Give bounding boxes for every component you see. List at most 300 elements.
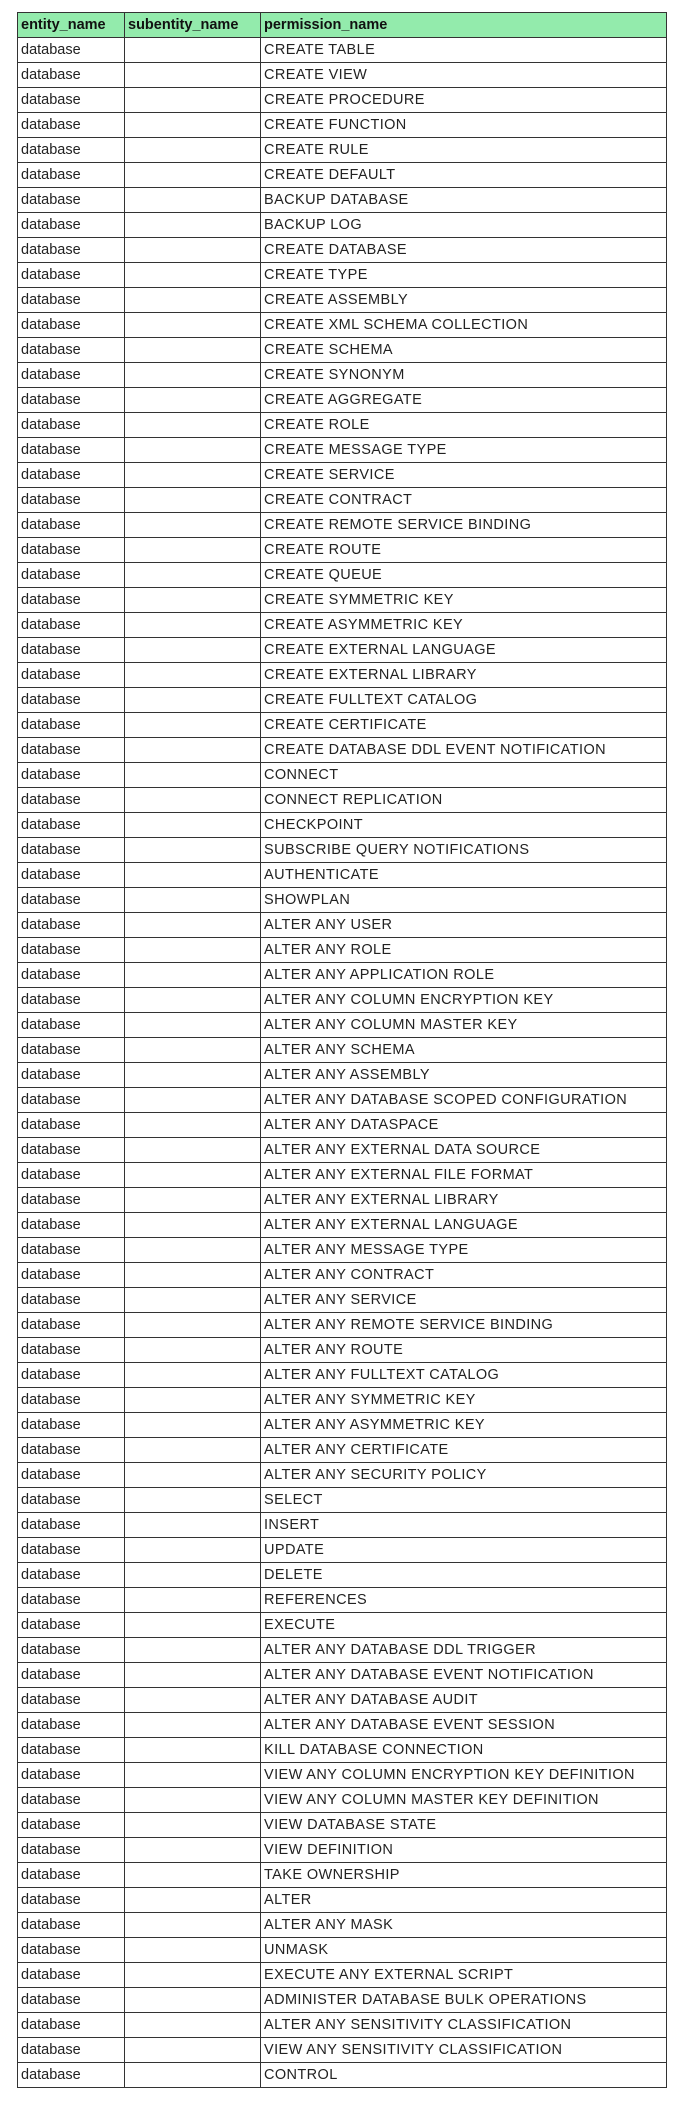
permission-name-cell[interactable]: ALTER ANY SECURITY POLICY (261, 1463, 667, 1488)
entity-name-cell[interactable]: database (18, 1638, 125, 1663)
permission-name-cell[interactable]: CREATE DATABASE (261, 238, 667, 263)
entity-name-cell[interactable]: database (18, 563, 125, 588)
entity-name-cell[interactable]: database (18, 538, 125, 563)
table-row[interactable] (18, 1438, 667, 1463)
permission-name-cell[interactable]: CREATE VIEW (261, 63, 667, 88)
subentity-name-cell[interactable] (125, 1213, 261, 1238)
subentity-name-cell[interactable] (125, 1013, 261, 1038)
subentity-name-cell[interactable] (125, 313, 261, 338)
table-row[interactable] (18, 588, 667, 613)
table-row[interactable] (18, 163, 667, 188)
subentity-name-cell[interactable] (125, 663, 261, 688)
table-row[interactable] (18, 1913, 667, 1938)
permission-name-cell[interactable]: CREATE XML SCHEMA COLLECTION (261, 313, 667, 338)
column-header-permission-name[interactable]: permission_name (261, 13, 667, 38)
table-row[interactable] (18, 1663, 667, 1688)
entity-name-cell[interactable]: database (18, 313, 125, 338)
table-row[interactable] (18, 1013, 667, 1038)
table-row[interactable] (18, 1138, 667, 1163)
subentity-name-cell[interactable] (125, 388, 261, 413)
table-row[interactable] (18, 1338, 667, 1363)
entity-name-cell[interactable]: database (18, 1188, 125, 1213)
entity-name-cell[interactable]: database (18, 38, 125, 63)
entity-name-cell[interactable]: database (18, 938, 125, 963)
permission-name-cell[interactable]: CONTROL (261, 2063, 667, 2088)
entity-name-cell[interactable]: database (18, 1738, 125, 1763)
permission-name-cell[interactable]: TAKE OWNERSHIP (261, 1863, 667, 1888)
table-row[interactable] (18, 1038, 667, 1063)
permission-name-cell[interactable]: CREATE CERTIFICATE (261, 713, 667, 738)
subentity-name-cell[interactable] (125, 938, 261, 963)
permission-name-cell[interactable]: CREATE EXTERNAL LANGUAGE (261, 638, 667, 663)
entity-name-cell[interactable]: database (18, 1488, 125, 1513)
subentity-name-cell[interactable] (125, 38, 261, 63)
entity-name-cell[interactable]: database (18, 738, 125, 763)
permission-name-cell[interactable]: ALTER ANY COLUMN ENCRYPTION KEY (261, 988, 667, 1013)
subentity-name-cell[interactable] (125, 1188, 261, 1213)
column-header-subentity-name[interactable]: subentity_name (125, 13, 261, 38)
table-row[interactable] (18, 1563, 667, 1588)
permission-name-cell[interactable]: CREATE ASSEMBLY (261, 288, 667, 313)
table-row[interactable] (18, 113, 667, 138)
entity-name-cell[interactable]: database (18, 213, 125, 238)
permission-name-cell[interactable]: CREATE SCHEMA (261, 338, 667, 363)
table-row[interactable] (18, 563, 667, 588)
table-row[interactable] (18, 388, 667, 413)
permission-name-cell[interactable]: CREATE SYMMETRIC KEY (261, 588, 667, 613)
permission-name-cell[interactable]: BACKUP LOG (261, 213, 667, 238)
entity-name-cell[interactable]: database (18, 638, 125, 663)
permission-name-cell[interactable]: ALTER ANY SYMMETRIC KEY (261, 1388, 667, 1413)
permission-name-cell[interactable]: CREATE FUNCTION (261, 113, 667, 138)
permission-name-cell[interactable]: VIEW DATABASE STATE (261, 1813, 667, 1838)
permission-name-cell[interactable]: VIEW ANY COLUMN ENCRYPTION KEY DEFINITION (261, 1763, 667, 1788)
table-row[interactable] (18, 538, 667, 563)
permission-name-cell[interactable]: AUTHENTICATE (261, 863, 667, 888)
subentity-name-cell[interactable] (125, 438, 261, 463)
permission-name-cell[interactable]: ALTER ANY USER (261, 913, 667, 938)
table-row[interactable] (18, 1888, 667, 1913)
subentity-name-cell[interactable] (125, 1413, 261, 1438)
entity-name-cell[interactable]: database (18, 1063, 125, 1088)
subentity-name-cell[interactable] (125, 163, 261, 188)
subentity-name-cell[interactable] (125, 1838, 261, 1863)
subentity-name-cell[interactable] (125, 1438, 261, 1463)
subentity-name-cell[interactable] (125, 1663, 261, 1688)
table-row[interactable] (18, 1488, 667, 1513)
permission-name-cell[interactable]: SELECT (261, 1488, 667, 1513)
subentity-name-cell[interactable] (125, 1963, 261, 1988)
subentity-name-cell[interactable] (125, 1488, 261, 1513)
table-row[interactable] (18, 1963, 667, 1988)
entity-name-cell[interactable]: database (18, 713, 125, 738)
entity-name-cell[interactable]: database (18, 1588, 125, 1613)
entity-name-cell[interactable]: database (18, 813, 125, 838)
entity-name-cell[interactable]: database (18, 463, 125, 488)
subentity-name-cell[interactable] (125, 1563, 261, 1588)
permission-name-cell[interactable]: CREATE ASYMMETRIC KEY (261, 613, 667, 638)
table-row[interactable] (18, 38, 667, 63)
permission-name-cell[interactable]: ALTER ANY MASK (261, 1913, 667, 1938)
permission-name-cell[interactable]: CREATE TYPE (261, 263, 667, 288)
entity-name-cell[interactable]: database (18, 1463, 125, 1488)
permission-name-cell[interactable]: EXECUTE ANY EXTERNAL SCRIPT (261, 1963, 667, 1988)
entity-name-cell[interactable]: database (18, 1763, 125, 1788)
subentity-name-cell[interactable] (125, 1863, 261, 1888)
subentity-name-cell[interactable] (125, 813, 261, 838)
entity-name-cell[interactable]: database (18, 1238, 125, 1263)
entity-name-cell[interactable]: database (18, 888, 125, 913)
subentity-name-cell[interactable] (125, 963, 261, 988)
permission-name-cell[interactable]: ALTER ANY EXTERNAL FILE FORMAT (261, 1163, 667, 1188)
entity-name-cell[interactable]: database (18, 1138, 125, 1163)
table-row[interactable] (18, 863, 667, 888)
entity-name-cell[interactable]: database (18, 1263, 125, 1288)
entity-name-cell[interactable]: database (18, 788, 125, 813)
subentity-name-cell[interactable] (125, 1138, 261, 1163)
subentity-name-cell[interactable] (125, 488, 261, 513)
table-row[interactable] (18, 338, 667, 363)
table-row[interactable] (18, 213, 667, 238)
subentity-name-cell[interactable] (125, 213, 261, 238)
table-row[interactable] (18, 1288, 667, 1313)
permission-name-cell[interactable]: ALTER ANY MESSAGE TYPE (261, 1238, 667, 1263)
subentity-name-cell[interactable] (125, 188, 261, 213)
permission-name-cell[interactable]: SHOWPLAN (261, 888, 667, 913)
subentity-name-cell[interactable] (125, 288, 261, 313)
subentity-name-cell[interactable] (125, 1988, 261, 2013)
table-row[interactable] (18, 1163, 667, 1188)
permission-name-cell[interactable]: ALTER ANY SCHEMA (261, 1038, 667, 1063)
table-row[interactable] (18, 1263, 667, 1288)
subentity-name-cell[interactable] (125, 763, 261, 788)
entity-name-cell[interactable]: database (18, 188, 125, 213)
subentity-name-cell[interactable] (125, 1738, 261, 1763)
entity-name-cell[interactable]: database (18, 1888, 125, 1913)
table-row[interactable] (18, 488, 667, 513)
entity-name-cell[interactable]: database (18, 2013, 125, 2038)
table-row[interactable] (18, 363, 667, 388)
table-row[interactable] (18, 1738, 667, 1763)
permission-name-cell[interactable]: CREATE PROCEDURE (261, 88, 667, 113)
entity-name-cell[interactable]: database (18, 413, 125, 438)
permission-name-cell[interactable]: CHECKPOINT (261, 813, 667, 838)
entity-name-cell[interactable]: database (18, 438, 125, 463)
entity-name-cell[interactable]: database (18, 1413, 125, 1438)
entity-name-cell[interactable]: database (18, 1363, 125, 1388)
entity-name-cell[interactable]: database (18, 163, 125, 188)
subentity-name-cell[interactable] (125, 1613, 261, 1638)
table-row[interactable] (18, 288, 667, 313)
table-row[interactable] (18, 638, 667, 663)
entity-name-cell[interactable]: database (18, 138, 125, 163)
permission-name-cell[interactable]: ALTER ANY CERTIFICATE (261, 1438, 667, 1463)
subentity-name-cell[interactable] (125, 1688, 261, 1713)
entity-name-cell[interactable]: database (18, 913, 125, 938)
subentity-name-cell[interactable] (125, 2038, 261, 2063)
subentity-name-cell[interactable] (125, 113, 261, 138)
permission-name-cell[interactable]: ALTER ANY EXTERNAL LANGUAGE (261, 1213, 667, 1238)
permission-name-cell[interactable]: SUBSCRIBE QUERY NOTIFICATIONS (261, 838, 667, 863)
subentity-name-cell[interactable] (125, 1088, 261, 1113)
subentity-name-cell[interactable] (125, 1388, 261, 1413)
subentity-name-cell[interactable] (125, 838, 261, 863)
entity-name-cell[interactable]: database (18, 1988, 125, 2013)
table-row[interactable] (18, 1863, 667, 1888)
subentity-name-cell[interactable] (125, 1338, 261, 1363)
table-row[interactable] (18, 263, 667, 288)
permission-name-cell[interactable]: ALTER ANY REMOTE SERVICE BINDING (261, 1313, 667, 1338)
permission-name-cell[interactable]: CREATE ROLE (261, 413, 667, 438)
permission-name-cell[interactable]: REFERENCES (261, 1588, 667, 1613)
permission-name-cell[interactable]: CONNECT REPLICATION (261, 788, 667, 813)
table-row[interactable] (18, 713, 667, 738)
permission-name-cell[interactable]: UPDATE (261, 1538, 667, 1563)
entity-name-cell[interactable]: database (18, 1688, 125, 1713)
entity-name-cell[interactable]: database (18, 513, 125, 538)
subentity-name-cell[interactable] (125, 1313, 261, 1338)
table-row[interactable] (18, 1588, 667, 1613)
subentity-name-cell[interactable] (125, 63, 261, 88)
table-row[interactable] (18, 813, 667, 838)
entity-name-cell[interactable]: database (18, 1913, 125, 1938)
permission-name-cell[interactable]: VIEW ANY COLUMN MASTER KEY DEFINITION (261, 1788, 667, 1813)
table-row[interactable] (18, 963, 667, 988)
table-row[interactable] (18, 2063, 667, 2088)
permission-name-cell[interactable]: EXECUTE (261, 1613, 667, 1638)
permission-name-cell[interactable]: ALTER ANY DATABASE DDL TRIGGER (261, 1638, 667, 1663)
entity-name-cell[interactable]: database (18, 363, 125, 388)
permission-name-cell[interactable]: CREATE DATABASE DDL EVENT NOTIFICATION (261, 738, 667, 763)
entity-name-cell[interactable]: database (18, 1038, 125, 1063)
subentity-name-cell[interactable] (125, 1763, 261, 1788)
entity-name-cell[interactable]: database (18, 1513, 125, 1538)
table-row[interactable] (18, 1838, 667, 1863)
table-row[interactable] (18, 1388, 667, 1413)
table-row[interactable] (18, 1788, 667, 1813)
permission-name-cell[interactable]: BACKUP DATABASE (261, 188, 667, 213)
table-row[interactable] (18, 938, 667, 963)
entity-name-cell[interactable]: database (18, 1938, 125, 1963)
subentity-name-cell[interactable] (125, 863, 261, 888)
permission-name-cell[interactable]: CREATE REMOTE SERVICE BINDING (261, 513, 667, 538)
permission-name-cell[interactable]: CREATE CONTRACT (261, 488, 667, 513)
entity-name-cell[interactable]: database (18, 263, 125, 288)
subentity-name-cell[interactable] (125, 588, 261, 613)
table-row[interactable] (18, 1413, 667, 1438)
permission-name-cell[interactable]: ALTER ANY EXTERNAL DATA SOURCE (261, 1138, 667, 1163)
subentity-name-cell[interactable] (125, 563, 261, 588)
subentity-name-cell[interactable] (125, 363, 261, 388)
table-row[interactable] (18, 63, 667, 88)
entity-name-cell[interactable]: database (18, 1288, 125, 1313)
subentity-name-cell[interactable] (125, 1813, 261, 1838)
entity-name-cell[interactable]: database (18, 1963, 125, 1988)
permission-name-cell[interactable]: ALTER ANY FULLTEXT CATALOG (261, 1363, 667, 1388)
entity-name-cell[interactable]: database (18, 1163, 125, 1188)
entity-name-cell[interactable]: database (18, 1613, 125, 1638)
subentity-name-cell[interactable] (125, 1588, 261, 1613)
table-row[interactable] (18, 1713, 667, 1738)
permission-name-cell[interactable]: VIEW ANY SENSITIVITY CLASSIFICATION (261, 2038, 667, 2063)
table-row[interactable] (18, 138, 667, 163)
subentity-name-cell[interactable] (125, 1513, 261, 1538)
permission-name-cell[interactable]: ALTER ANY ASSEMBLY (261, 1063, 667, 1088)
permission-name-cell[interactable]: ALTER ANY DATABASE SCOPED CONFIGURATION (261, 1088, 667, 1113)
entity-name-cell[interactable]: database (18, 88, 125, 113)
table-row[interactable] (18, 1313, 667, 1338)
table-row[interactable] (18, 2013, 667, 2038)
entity-name-cell[interactable]: database (18, 863, 125, 888)
subentity-name-cell[interactable] (125, 1538, 261, 1563)
subentity-name-cell[interactable] (125, 688, 261, 713)
table-row[interactable] (18, 663, 667, 688)
entity-name-cell[interactable]: database (18, 1788, 125, 1813)
subentity-name-cell[interactable] (125, 1638, 261, 1663)
subentity-name-cell[interactable] (125, 638, 261, 663)
subentity-name-cell[interactable] (125, 788, 261, 813)
subentity-name-cell[interactable] (125, 888, 261, 913)
permission-name-cell[interactable]: CREATE ROUTE (261, 538, 667, 563)
subentity-name-cell[interactable] (125, 1463, 261, 1488)
subentity-name-cell[interactable] (125, 1288, 261, 1313)
entity-name-cell[interactable]: database (18, 1563, 125, 1588)
table-row[interactable] (18, 463, 667, 488)
entity-name-cell[interactable]: database (18, 613, 125, 638)
table-row[interactable] (18, 1363, 667, 1388)
table-row[interactable] (18, 688, 667, 713)
permission-name-cell[interactable]: KILL DATABASE CONNECTION (261, 1738, 667, 1763)
subentity-name-cell[interactable] (125, 538, 261, 563)
entity-name-cell[interactable]: database (18, 338, 125, 363)
subentity-name-cell[interactable] (125, 1238, 261, 1263)
table-row[interactable] (18, 313, 667, 338)
table-row[interactable] (18, 763, 667, 788)
permission-name-cell[interactable]: ALTER ANY DATABASE EVENT SESSION (261, 1713, 667, 1738)
entity-name-cell[interactable]: database (18, 63, 125, 88)
entity-name-cell[interactable]: database (18, 1713, 125, 1738)
entity-name-cell[interactable]: database (18, 588, 125, 613)
subentity-name-cell[interactable] (125, 2013, 261, 2038)
permission-name-cell[interactable]: CONNECT (261, 763, 667, 788)
table-row[interactable] (18, 1063, 667, 1088)
subentity-name-cell[interactable] (125, 263, 261, 288)
subentity-name-cell[interactable] (125, 1913, 261, 1938)
permission-name-cell[interactable]: ALTER ANY ROUTE (261, 1338, 667, 1363)
permission-name-cell[interactable]: CREATE TABLE (261, 38, 667, 63)
permission-name-cell[interactable]: CREATE SERVICE (261, 463, 667, 488)
subentity-name-cell[interactable] (125, 1713, 261, 1738)
subentity-name-cell[interactable] (125, 413, 261, 438)
entity-name-cell[interactable]: database (18, 1663, 125, 1688)
permission-name-cell[interactable]: ALTER ANY EXTERNAL LIBRARY (261, 1188, 667, 1213)
entity-name-cell[interactable]: database (18, 488, 125, 513)
table-row[interactable] (18, 188, 667, 213)
subentity-name-cell[interactable] (125, 1038, 261, 1063)
entity-name-cell[interactable]: database (18, 1338, 125, 1363)
table-row[interactable] (18, 1463, 667, 1488)
permission-name-cell[interactable]: CREATE EXTERNAL LIBRARY (261, 663, 667, 688)
table-row[interactable] (18, 1763, 667, 1788)
table-row[interactable] (18, 88, 667, 113)
entity-name-cell[interactable]: database (18, 1313, 125, 1338)
subentity-name-cell[interactable] (125, 513, 261, 538)
subentity-name-cell[interactable] (125, 1063, 261, 1088)
entity-name-cell[interactable]: database (18, 1388, 125, 1413)
table-row[interactable] (18, 913, 667, 938)
permission-name-cell[interactable]: ALTER ANY DATABASE EVENT NOTIFICATION (261, 1663, 667, 1688)
table-row[interactable] (18, 1213, 667, 1238)
table-row[interactable] (18, 888, 667, 913)
table-row[interactable] (18, 1538, 667, 1563)
entity-name-cell[interactable]: database (18, 763, 125, 788)
permission-name-cell[interactable]: CREATE MESSAGE TYPE (261, 438, 667, 463)
entity-name-cell[interactable]: database (18, 2063, 125, 2088)
table-row[interactable] (18, 613, 667, 638)
permission-name-cell[interactable]: ALTER ANY ASYMMETRIC KEY (261, 1413, 667, 1438)
column-header-entity-name[interactable]: entity_name (18, 13, 125, 38)
table-row[interactable] (18, 2038, 667, 2063)
subentity-name-cell[interactable] (125, 463, 261, 488)
permission-name-cell[interactable]: ALTER ANY DATASPACE (261, 1113, 667, 1138)
subentity-name-cell[interactable] (125, 1163, 261, 1188)
table-row[interactable] (18, 1988, 667, 2013)
subentity-name-cell[interactable] (125, 613, 261, 638)
permission-name-cell[interactable]: ALTER ANY APPLICATION ROLE (261, 963, 667, 988)
subentity-name-cell[interactable] (125, 913, 261, 938)
permission-name-cell[interactable]: DELETE (261, 1563, 667, 1588)
subentity-name-cell[interactable] (125, 1113, 261, 1138)
entity-name-cell[interactable]: database (18, 1863, 125, 1888)
entity-name-cell[interactable]: database (18, 1813, 125, 1838)
entity-name-cell[interactable]: database (18, 663, 125, 688)
subentity-name-cell[interactable] (125, 738, 261, 763)
entity-name-cell[interactable]: database (18, 1013, 125, 1038)
entity-name-cell[interactable]: database (18, 963, 125, 988)
entity-name-cell[interactable]: database (18, 388, 125, 413)
table-row[interactable] (18, 788, 667, 813)
subentity-name-cell[interactable] (125, 988, 261, 1013)
table-row[interactable] (18, 738, 667, 763)
subentity-name-cell[interactable] (125, 88, 261, 113)
subentity-name-cell[interactable] (125, 1938, 261, 1963)
table-row[interactable] (18, 1113, 667, 1138)
permission-name-cell[interactable]: ADMINISTER DATABASE BULK OPERATIONS (261, 1988, 667, 2013)
subentity-name-cell[interactable] (125, 713, 261, 738)
permission-name-cell[interactable]: CREATE SYNONYM (261, 363, 667, 388)
entity-name-cell[interactable]: database (18, 238, 125, 263)
subentity-name-cell[interactable] (125, 238, 261, 263)
table-row[interactable] (18, 838, 667, 863)
table-row[interactable] (18, 1088, 667, 1113)
entity-name-cell[interactable]: database (18, 1213, 125, 1238)
subentity-name-cell[interactable] (125, 1888, 261, 1913)
permission-name-cell[interactable]: CREATE FULLTEXT CATALOG (261, 688, 667, 713)
entity-name-cell[interactable]: database (18, 113, 125, 138)
entity-name-cell[interactable]: database (18, 688, 125, 713)
permission-name-cell[interactable]: ALTER ANY CONTRACT (261, 1263, 667, 1288)
permission-name-cell[interactable]: CREATE DEFAULT (261, 163, 667, 188)
table-row[interactable] (18, 1613, 667, 1638)
table-row[interactable] (18, 1638, 667, 1663)
entity-name-cell[interactable]: database (18, 838, 125, 863)
permission-name-cell[interactable]: CREATE RULE (261, 138, 667, 163)
table-row[interactable] (18, 238, 667, 263)
entity-name-cell[interactable]: database (18, 1838, 125, 1863)
entity-name-cell[interactable]: database (18, 288, 125, 313)
permission-name-cell[interactable]: ALTER ANY SENSITIVITY CLASSIFICATION (261, 2013, 667, 2038)
entity-name-cell[interactable]: database (18, 988, 125, 1013)
